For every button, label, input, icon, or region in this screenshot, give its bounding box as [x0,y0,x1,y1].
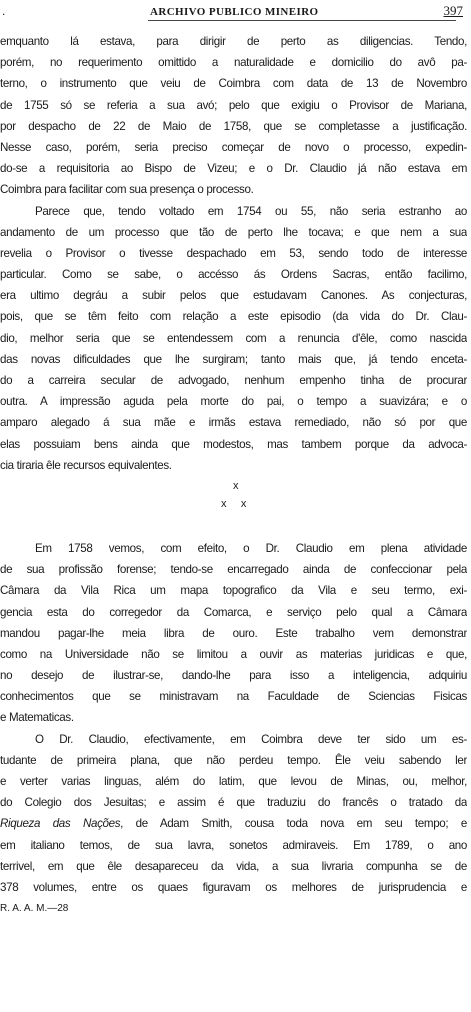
text-line: era ultimo degráu a subir pelos que estudavam Canones. As conjecturas, [0,289,467,303]
text-line: por despacho de 22 de Maio de 1758, que se completasse a justificação. [0,119,467,133]
text-line: de 1755 só se referia a sua avó; pelo que exigiu o Provisor de Mariana, [0,98,467,112]
text-line: mandou pagar-lhe meia libra de ouro. Este trabalho vem demonstrar [0,626,467,640]
text-line: Riqueza das Nações, de Adam Smith, cousa toda nova em seu tempo; e [0,817,467,831]
text-line: terrivel, em que êle desapareceu da vida, a sua livraria compunha se de [0,859,467,873]
paragraph-3 [0,538,467,729]
text-line: em italiano temos, de sua lavra, sonetos admiraveis. Em 1789, o ano [0,838,467,852]
text-line: de sua profissão forense; tendo-se encarregado ainda de confeccionar pela [0,563,467,577]
text-line: emquanto lá estava, para dirigir de perto as diligencias. Tendo, [0,35,467,48]
section-separator [0,476,467,538]
body-text [0,31,467,919]
text-line: tudante de primeira plana, que não perdeu tempo. Êle veiu sabendo ler [0,753,467,767]
text-line: dio, melhor seria que se entendessem com a renuncia d'êle, como nascida [0,331,467,345]
header-rule [148,20,456,21]
text-line: e verter varias linguas, além do latim, que levou de Minas, ou, melhor, [0,775,467,788]
text-line: como na Universidade não se limitou a ouvir as materias juridicas e que, [0,647,467,661]
text-line: gencia esta do corregedor da Comarca, e serviço pelo qual a Câmara [0,605,467,619]
text-line: 378 volumes, entre os quaes figuravam os melhores de jurisprudencia e [0,880,467,894]
text-line: Parece que, tendo voltado em 1754 ou 55, não seria estranho ao [35,204,467,218]
text-line: conhecimentos que se ministravam na Faculdade de Sciencias Fisicas [0,690,467,704]
paragraph-4 [0,729,467,899]
paragraph-2 [0,201,467,476]
text-line: elas possuiam bens ainda que modestos, mas tambem porque da advoca- [0,437,467,451]
text-line: Coimbra para facilitar com sua presença o processo. [0,183,254,197]
header-dot: . [2,4,6,18]
text-line: Em 1758 vemos, com efeito, o Dr. Claudio em plena atividade [35,541,467,555]
text-line: e Matematicas. [0,711,74,725]
text-line: das novas dificuldades que lhe surgiram; tanto mais que, já tendo enceta- [0,352,467,366]
separator-mark-top: x [233,479,239,492]
book-title: Riqueza das Nações [0,817,121,831]
text-line: particular. Como se sabe, o accésso ás Ordens Sacras, então facilimo, [0,268,467,282]
text-line: cia tiraria êle recursos equivalentes. [0,458,172,472]
text-line: porém, no requerimento omittido a naturalidade e domicilio do avô pa- [0,56,467,70]
text-line: Nesse caso, porém, seria preciso começar de novo o processo, expedin- [0,140,467,154]
text-line: no desejo de ilustrar-se, dando-lhe para isso a inteligencia, adquiriu [0,669,467,683]
text-line: outra. A impressão aguda pela morte do pai, o tempo a suavizára; e o [0,395,467,409]
header-title: ARCHIVO PUBLICO MINEIRO [150,6,319,18]
text-line: do Colegio dos Jesuitas; e assim é que traduziu do francês o tratado da [0,796,467,810]
text-line: revelia o Provisor o tivesse despachado em 53, sendo todo de interesse [0,246,467,260]
text-line: terno, o instrumento que veiu de Coimbra com data de 13 de Novembro [0,77,467,91]
text-line: Câmara da Vila Rica um mapa topografico da Vila e seu termo, exi- [0,584,467,598]
separator-mark-bottom: x x [221,497,247,510]
paragraph-1 [0,31,467,201]
text-line: pois, que se têm feito com relação a este episodio (da vida do Dr. Clau- [0,310,467,324]
text-line: amparo alegado á sua mãe e irmãs estava remediado, não só por que [0,416,467,430]
text-line: andamento de um processo que tão de perto lhe tocava; e que nem a sua [0,225,467,239]
page-number: 397 [443,3,463,18]
text-line: do-se a requisitoria ao Bispo de Vizeu; e o Dr. Claudio já não estava em [0,162,467,176]
printer-signature: R. A. A. M.—28 [0,903,69,915]
text-line: O Dr. Claudio, efectivamente, em Coimbra deve ter sido um es- [35,732,467,746]
text-line: do a carreira secular de advogado, nenhum empenho tinha de procurar [0,374,467,387]
running-header [0,4,471,20]
